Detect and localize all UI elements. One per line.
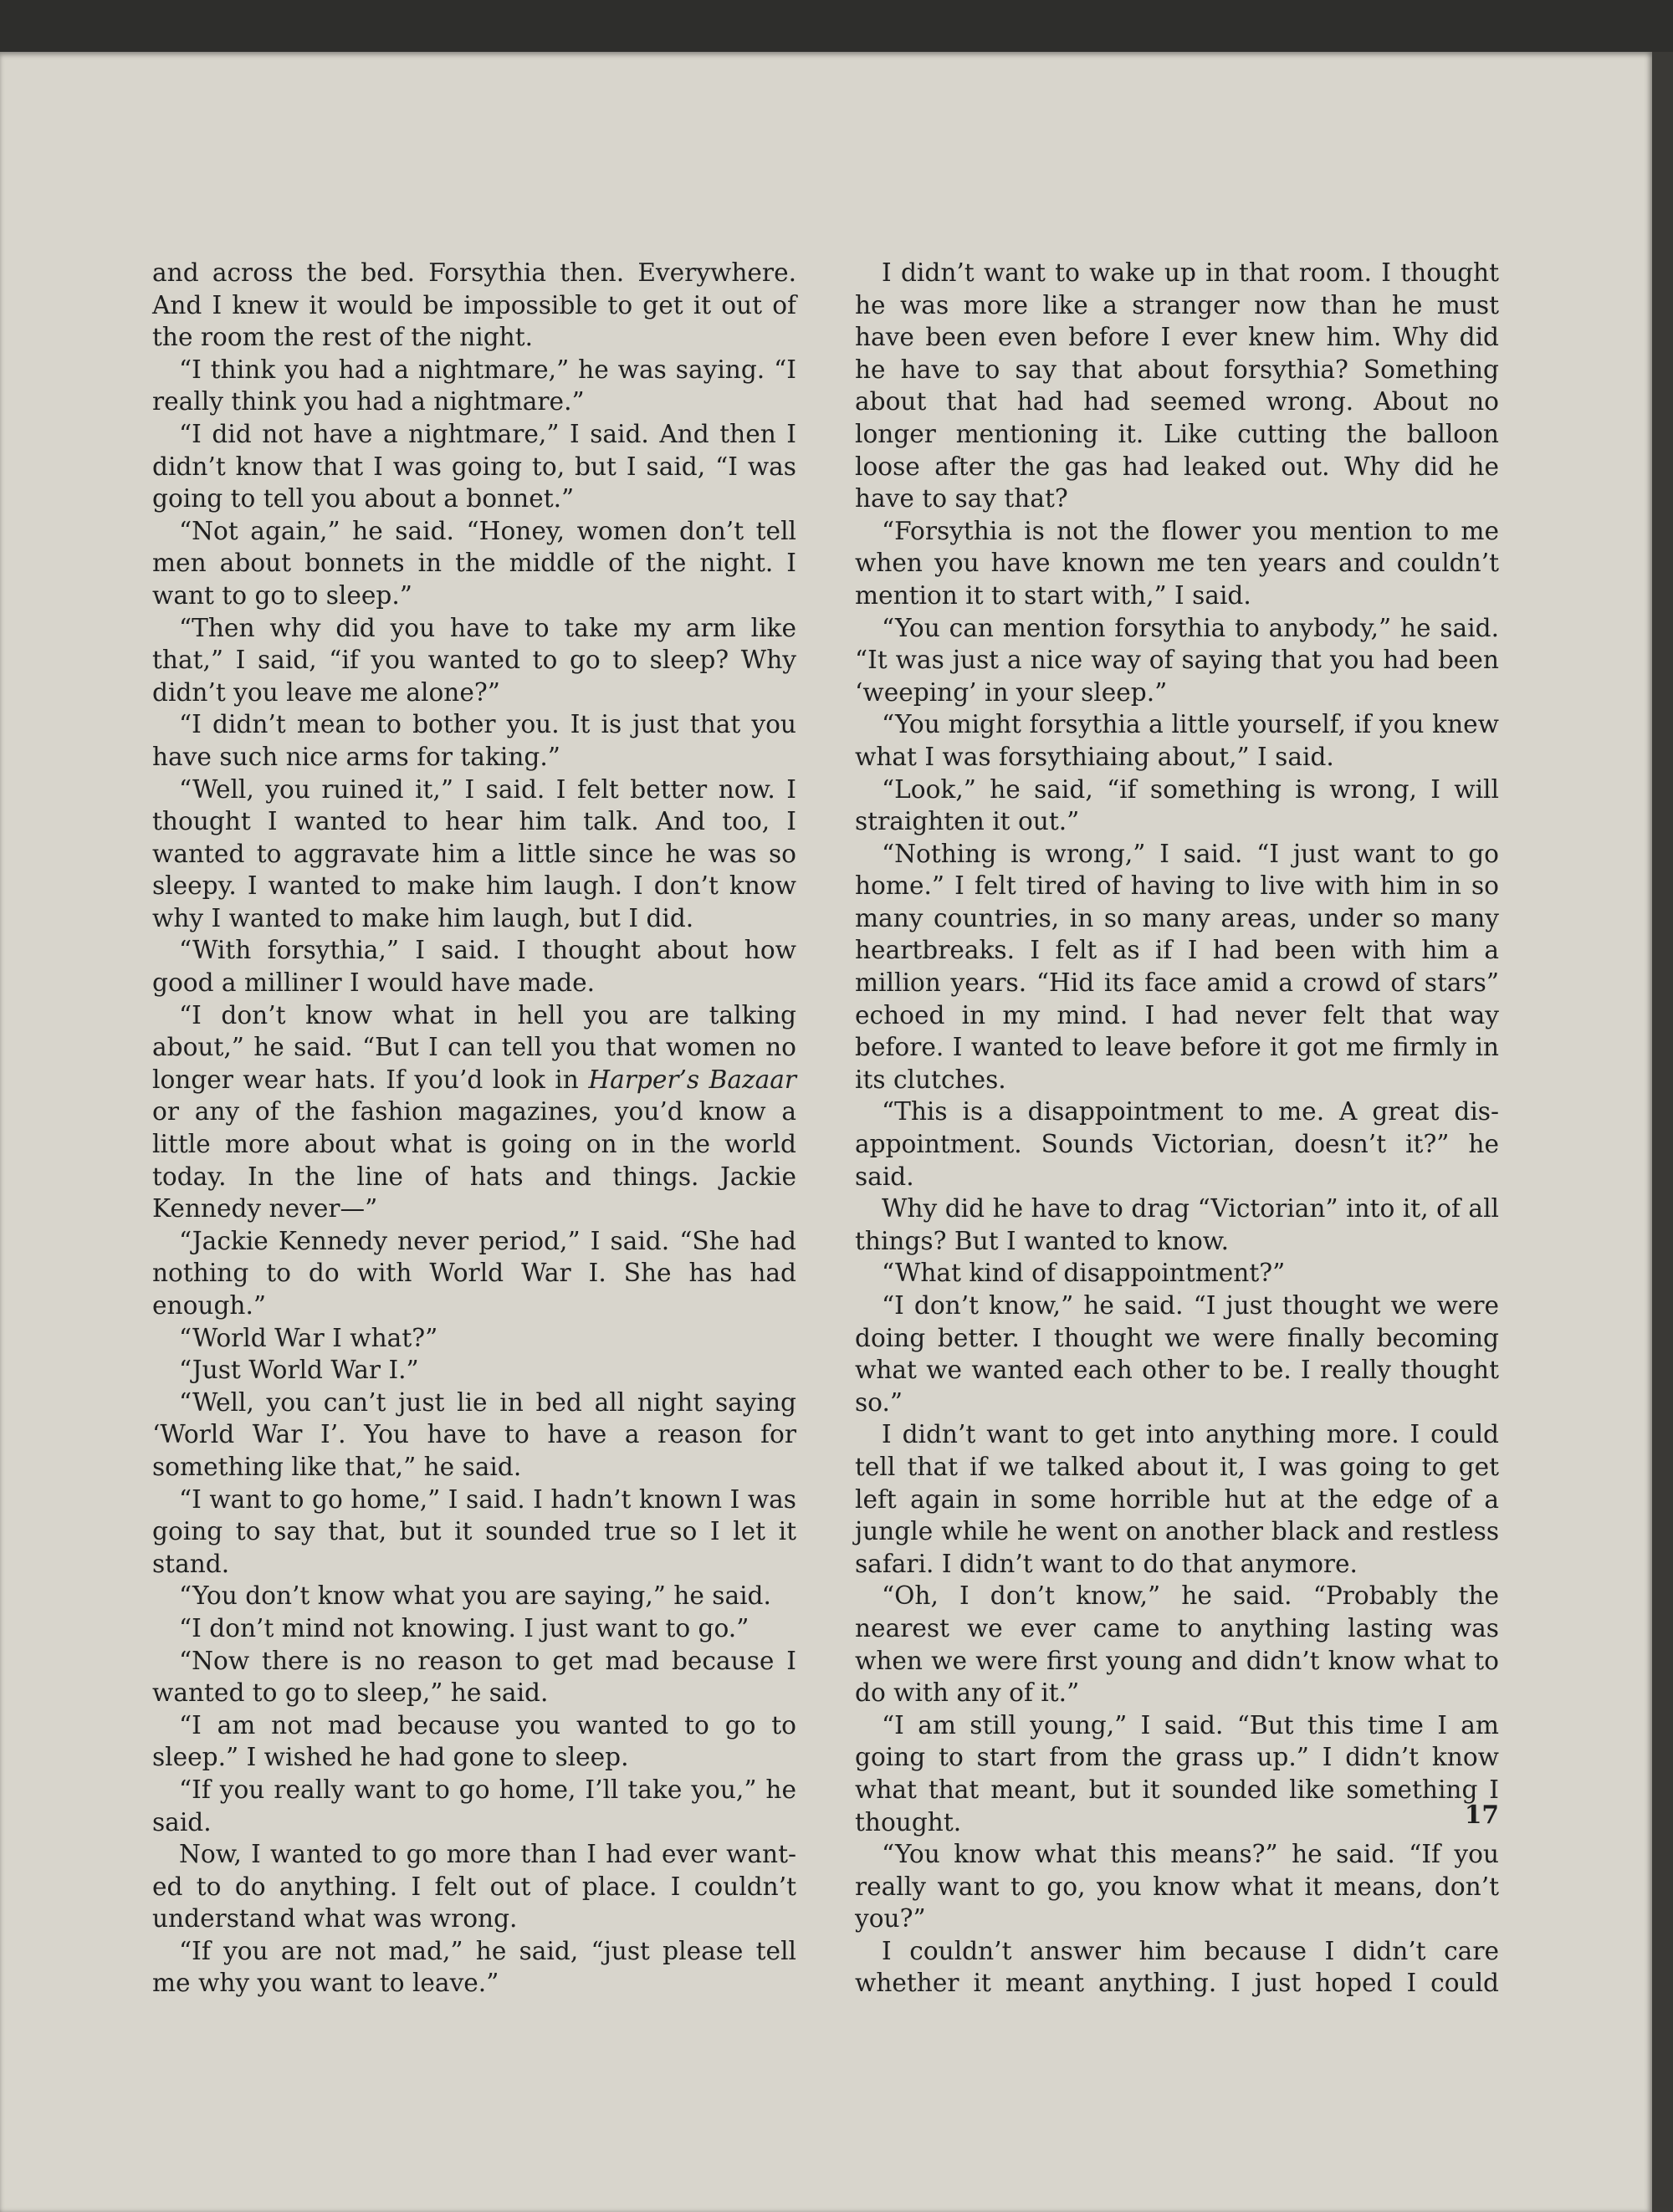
paragraph: “I am still young,” I said. “But this time I am going to start from the grass up.” I didn’t know what that meant, but it sounded like something I thought. [855, 1710, 1499, 1837]
paragraph: “You don’t know what you are saying,” he said. [179, 1581, 771, 1611]
paragraph: “Forsythia is not the flower you mention to me when you have known me ten years and couldn’t mention it to start with,” I said. [855, 516, 1499, 610]
right-column [855, 257, 1499, 2000]
paragraph: “You know what this means?” he said. “If you really want to go, you know what it means, don’t you?” [855, 1840, 1499, 1934]
paragraph: “I don’t know,” he said. “I just thought we were doing better. I thought we were finally becoming what we wanted each other to be. I really thought so.” [855, 1291, 1499, 1417]
paragraph: “Nothing is wrong,” I said. “I just want to go home.” I felt tired of having to live with him in so many countries, in so many areas, under so many heartbreaks. I felt as if I had been with him a million years. “Hid its face amid a crowd of stars” echoed in my mind. I had never felt that way before. I wanted to leave before it got me firmly in its clutches. [855, 839, 1499, 1094]
paragraph: “Then why did you have to take my arm like that,” I said, “if you wanted to go to sleep? Why didn’t you leave me alone?” [152, 613, 796, 707]
paragraph: “Look,” he said, “if something is wrong, I will straighten it out.” [855, 774, 1499, 836]
paragraph: “You can mention forsythia to anybody,” he said. “It was just a nice way of saying that you had been ‘weeping’ in your sleep.” [855, 613, 1499, 707]
left-column [152, 257, 796, 2000]
paragraph: “This is a disappointment to me. A great dis-appointment. Sounds Victorian, doesn’t it?” he said. [855, 1097, 1499, 1191]
paragraph: Now, I wanted to go more than I had ever want-ed to do anything. I felt out of place. I couldn’t understand what was wrong. [152, 1840, 796, 1934]
page-number: 17 [1464, 1800, 1499, 1829]
paragraph: “Not again,” he said. “Honey, women don’t tell men about bonnets in the middle of the night. I want to go to sleep.” [152, 516, 796, 610]
paragraph: “I want to go home,” I said. I hadn’t known I was going to say that, but it sounded true so I let it stand. [152, 1484, 796, 1578]
paragraph: “With forsythia,” I said. I thought about how good a milliner I would have made. [152, 936, 796, 998]
book-page [0, 52, 1652, 2212]
paragraph: “World War I what?” [179, 1323, 438, 1352]
paragraph: “I don’t know what in hell you are talking about,” he said. “But I can tell you that women no longer wear hats. If you’d look in Harper’s Bazaar or any of the fashion magazines, you’d know a little more about what is going on in the world today. In the line of hats and things. Jackie Kennedy never—” [152, 1000, 797, 1223]
paragraph: I didn’t want to get into anything more. I could tell that if we talked about it, I was going to get left again in some horrible hut at the edge of a jungle while he went on another black and restless safari. I didn’t want to do that anymore. [855, 1420, 1499, 1578]
paragraph: “Well, you ruined it,” I said. I felt better now. I thought I wanted to hear him talk. And too, I wanted to aggravate him a little since he was so sleepy. I wanted to make him laugh. I don’t know why I wanted to make him laugh, but I did. [152, 774, 796, 932]
paragraph: “Well, you can’t just lie in bed all night saying ‘World War I’. You have to have a reason for something like that,” he said. [152, 1387, 796, 1481]
scan-top-band [0, 0, 1673, 52]
paragraph: “I think you had a nightmare,” he was saying. “I really think you had a nightmare.” [152, 355, 796, 416]
paragraph: “What kind of disappointment?” [882, 1259, 1286, 1288]
paragraph: I didn’t want to wake up in that room. I thought he was more like a stranger now than he must have been even before I ever knew him. Why did he have to say that about forsythia? Something about that had had seemed wrong. About no longer mentioning it. Like cutting the balloon loose after the gas had leaked out. Why did he have to say that? [855, 258, 1499, 513]
paragraph: “If you really want to go home, I’ll take you,” he said. [152, 1775, 796, 1837]
paragraph: “Now there is no reason to get mad because I wanted to go to sleep,” he said. [152, 1646, 796, 1708]
paragraph: “If you are not mad,” he said, “just please tell me why you want to leave.” [152, 1936, 796, 1998]
paragraph: “Just World War I.” [179, 1356, 419, 1385]
paragraph: “I don’t mind not knowing. I just want to go.” [179, 1613, 750, 1642]
paragraph: “Oh, I don’t know,” he said. “Probably the nearest we ever came to anything lasting was when we were first young and didn’t know what to do with any of it.” [855, 1581, 1499, 1708]
paragraph: “Jackie Kennedy never period,” I said. “She had nothing to do with World War I. She has had enough.” [152, 1226, 796, 1320]
paragraph: “You might forsythia a little yourself, if you knew what I was forsythiaing about,” I said. [855, 710, 1499, 771]
paragraph: “I am not mad because you wanted to go to sleep.” I wished he had gone to sleep. [152, 1710, 796, 1772]
paragraph: Why did he have to drag “Victorian” into it, of all things? But I wanted to know. [855, 1194, 1499, 1255]
paragraph: and across the bed. Forsythia then. Everywhere. And I knew it would be impossible to get it out of the room the rest of the night. [152, 258, 796, 352]
paragraph: I couldn’t answer him because I didn’t care whether it meant anything. I just hoped I could [855, 1936, 1499, 1998]
italic-title: Harper’s Bazaar [588, 1065, 797, 1094]
paragraph: “I did not have a nightmare,” I said. And then I didn’t know that I was going to, but I said, “I was going to tell you about a bonnet.” [152, 419, 796, 513]
paragraph: “I didn’t mean to bother you. It is just that you have such nice arms for taking.” [152, 710, 796, 771]
scan-right-edge [1652, 52, 1673, 2212]
